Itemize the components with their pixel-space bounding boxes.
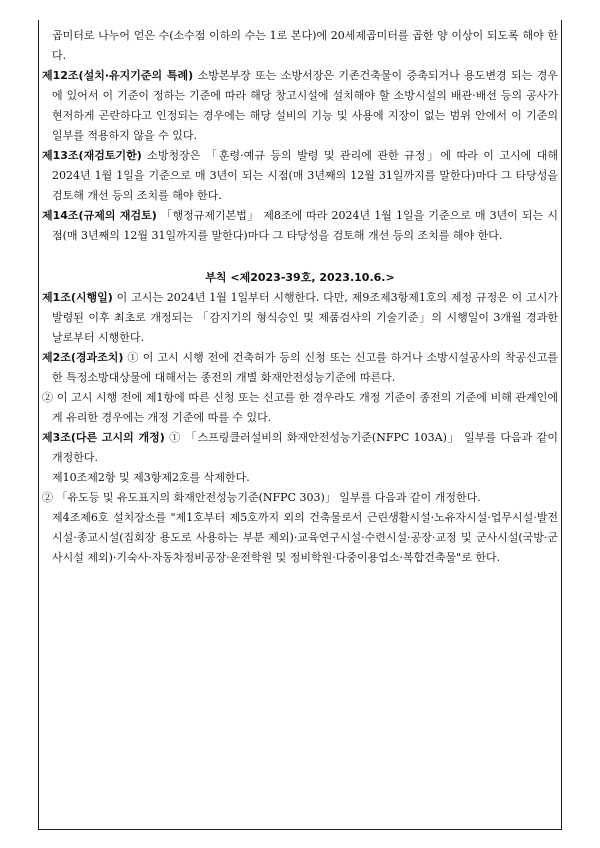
- addendum-article-3-text: ① 「스프링클러설비의 화재안전성능기준(NFPC 103A)」 일부를 다음과 같이 개정한다.: [52, 431, 558, 464]
- document-body: [42, 26, 558, 568]
- article-12-heading: 제12조(설치·유지기준의 특례): [42, 69, 194, 82]
- article-14-text: 「행정규제기본법」 제8조에 따라 2024년 1월 1일을 기준으로 매 3년이 되는 시점(매 3년째의 12월 31일까지를 말한다)마다 그 타당성을 검토해 개선 등의 조치를 해야 한다.: [52, 209, 558, 242]
- article-12: [42, 66, 558, 146]
- article-14: [42, 206, 558, 246]
- article-12-text: 소방본부장 또는 소방서장은 기존건축물이 증축되거나 용도변경 되는 경우에 있어서 이 기준이 정하는 기준에 따라 해당 창고시설에 설치해야 할 소방시설의 배관·배선 등의 공사가 현저하게 곤란하다고 인정되는 경우에는 해당 설비의 기능 및 사용에 지장이 없는 범위 안에서 이 기준의 일부를 적용하지 않을 수 있다.: [52, 69, 558, 142]
- addendum-article-2-heading: 제2조(경과조치): [42, 351, 124, 364]
- article-13: [42, 146, 558, 206]
- addendum-article-3-amendment-2: 제4조제6호 설치장소를 "제1호부터 제5호까지 외의 건축물로서 근린생활시설·노유자시설·업무시설·발전시설·종교시설(집회장 용도로 사용하는 부분 제외)·교육연구시설·수련시설·공장·교정 및 군사시설(국방·군사시설 제외)·기숙사·자동차정비공장·운전학원 및 정비학원·다중이용업소·복합건축물"로 한다.: [52, 511, 558, 564]
- addendum-article-3: [42, 428, 558, 468]
- addendum-article-2: [42, 348, 558, 388]
- addendum-article-1-text: 이 고시는 2024년 1월 1일부터 시행한다. 다만, 제9조제3항제1호의 제정 규정은 이 고시가 발령된 이후 최초로 개정되는 「감지기의 형식승인 및 제품검사의 기술기준」의 시행일이 3개월 경과한 날로부터 시행한다.: [52, 291, 558, 344]
- addendum-article-3-amendment-1: 제10조제2항 및 제3항제2호를 삭제한다.: [52, 471, 250, 484]
- addendum-article-3-heading: 제3조(다른 고시의 개정): [42, 431, 165, 444]
- addendum-article-1: [42, 288, 558, 348]
- addendum-article-2-paragraph-2: ② 이 고시 시행 전에 제1항에 따른 신청 또는 신고를 한 경우라도 개정 기준이 종전의 기준에 비해 관계인에게 유리한 경우에는 개정 기준에 따를 수 있다.: [42, 391, 558, 424]
- addendum-article-2-text: ① 이 고시 시행 전에 건축허가 등의 신청 또는 신고를 하거나 소방시설공사의 착공신고를 한 특정소방대상물에 대해서는 종전의 개별 화재안전성능기준에 따른다.: [52, 351, 558, 384]
- addendum-article-3-paragraph-2: ② 「유도등 및 유도표지의 화재안전성능기준(NFPC 303)」 일부를 다음과 같이 개정한다.: [42, 491, 481, 504]
- addendum-title: 부칙 <제2023-39호, 2023.10.6.>: [205, 271, 395, 284]
- article-13-text: 소방청장은 「훈령·예규 등의 발령 및 관리에 관한 규정」에 따라 이 고시에 대해 2024년 1월 1일을 기준으로 매 3년이 되는 시점(매 3년째의 12월 31일까지를 말한다)마다 그 타당성을 검토해 개선 등의 조치를 해야 한다.: [52, 149, 558, 202]
- article-14-heading: 제14조(규제의 재검토): [42, 209, 157, 222]
- continuation-paragraph: 곱미터로 나누어 얻은 수(소수점 이하의 수는 1로 본다)에 20세제곱미터를 곱한 양 이상이 되도록 해야 한다.: [52, 29, 558, 62]
- addendum-article-1-heading: 제1조(시행일): [42, 291, 113, 304]
- article-13-heading: 제13조(재검토기한): [42, 149, 142, 162]
